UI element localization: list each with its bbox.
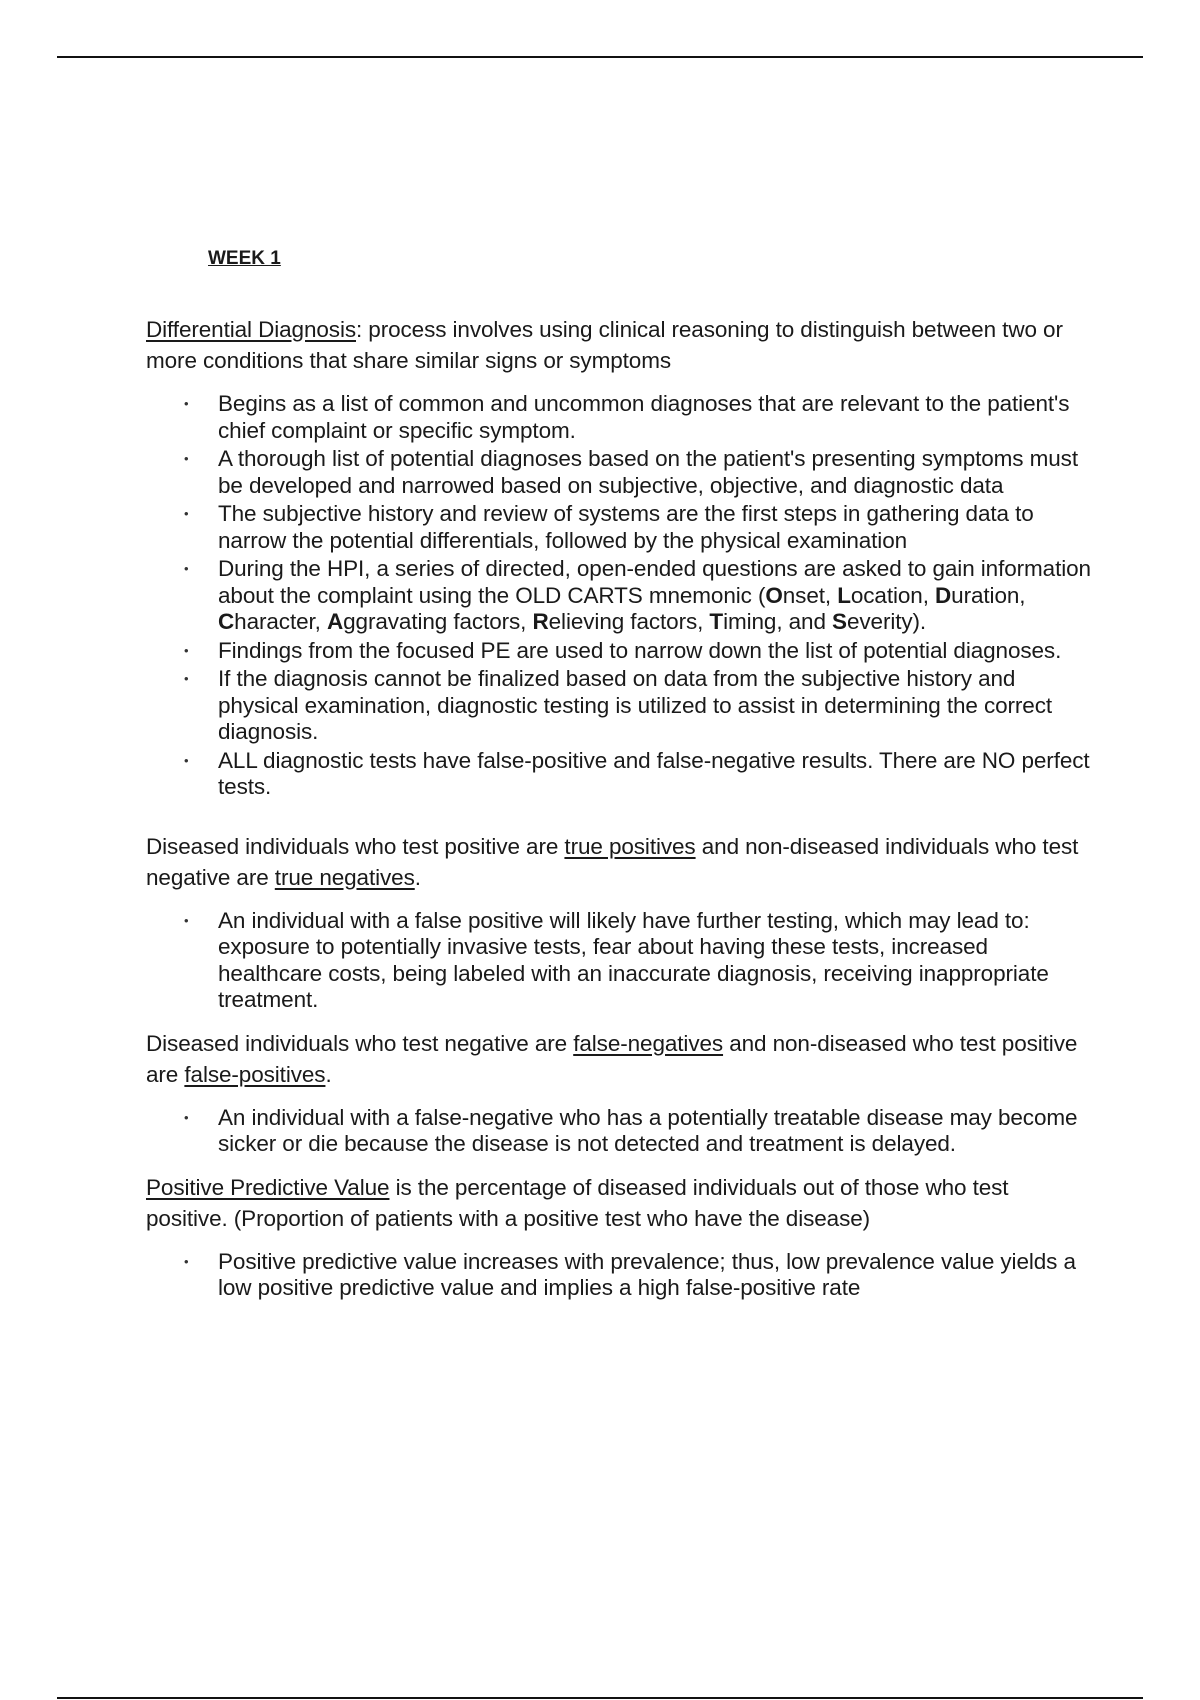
differential-bullets: [146, 391, 1094, 801]
true-negatives-term: true negatives: [274, 864, 415, 890]
false-positives-term: false-positives: [184, 1061, 326, 1087]
list-item: • Findings from the focused PE are used to narrow down the list of potential diagnoses.: [146, 638, 1094, 665]
week-heading: WEEK 1: [208, 248, 281, 269]
list-item: • An individual with a false positive will likely have further testing, which may lead to: exposure to potentially invasive tests, fear about having these tests, increased healthcare costs, being labeled with an inaccurate diagnosis, receiving inappropriate treatment.: [146, 908, 1094, 1014]
ppv-term: Positive Predictive Value: [146, 1174, 390, 1200]
ppv-bullets: [146, 1249, 1094, 1302]
list-item: • The subjective history and review of systems are the first steps in gathering data to narrow the potential differentials, followed by the physical examination: [146, 501, 1094, 554]
differential-term: Differential Diagnosis: [146, 317, 356, 342]
false-results-paragraph: Diseased individuals who test negative are false-negatives and non-diseased who test positive are false-positives.: [146, 1030, 1078, 1087]
list-item: • Begins as a list of common and uncommon diagnoses that are relevant to the patient's chief complaint or specific symptom.: [146, 391, 1094, 444]
list-item: • An individual with a false-negative who has a potentially treatable disease may become sicker or die because the disease is not detected and treatment is delayed.: [146, 1105, 1094, 1158]
false-negatives-term: false-negatives: [573, 1030, 724, 1056]
list-item: • A thorough list of potential diagnoses based on the patient's presenting symptoms must be developed and narrowed based on subjective, objective, and diagnostic data: [146, 446, 1094, 499]
true-results-bullets: [146, 908, 1094, 1014]
ppv-paragraph: Positive Predictive Value is the percentage of diseased individuals out of those who test positive. (Proportion of patients with a positive test who have the disease): [146, 1174, 1009, 1231]
true-positives-term: true positives: [564, 833, 696, 859]
top-rule: [57, 56, 1143, 58]
document-body: [146, 314, 1094, 1316]
list-item: • If the diagnosis cannot be finalized based on data from the subjective history and physical examination, diagnostic testing is utilized to assist in determining the correct diagnosis.: [146, 666, 1094, 746]
bottom-rule: [57, 1697, 1143, 1699]
false-results-bullets: [146, 1105, 1094, 1158]
list-item: • Positive predictive value increases with prevalence; thus, low prevalence value yields a low positive predictive value and implies a high false-positive rate: [146, 1249, 1094, 1302]
differential-definition: Differential Diagnosis: process involves using clinical reasoning to distinguish between two or more conditions that share similar signs or symptoms: [146, 317, 1063, 373]
list-item-hpi: • During the HPI, a series of directed, open-ended questions are asked to gain information about the complaint using the OLD CARTS mnemonic (Onset, Location, Duration, Character, Aggravating factors, Relieving factors, Timing, and Severity).: [146, 556, 1094, 636]
list-item: • ALL diagnostic tests have false-positive and false-negative results. There are NO perfect tests.: [146, 748, 1094, 801]
true-results-paragraph: Diseased individuals who test positive are true positives and non-diseased individuals who test negative are true negatives.: [146, 833, 1079, 890]
